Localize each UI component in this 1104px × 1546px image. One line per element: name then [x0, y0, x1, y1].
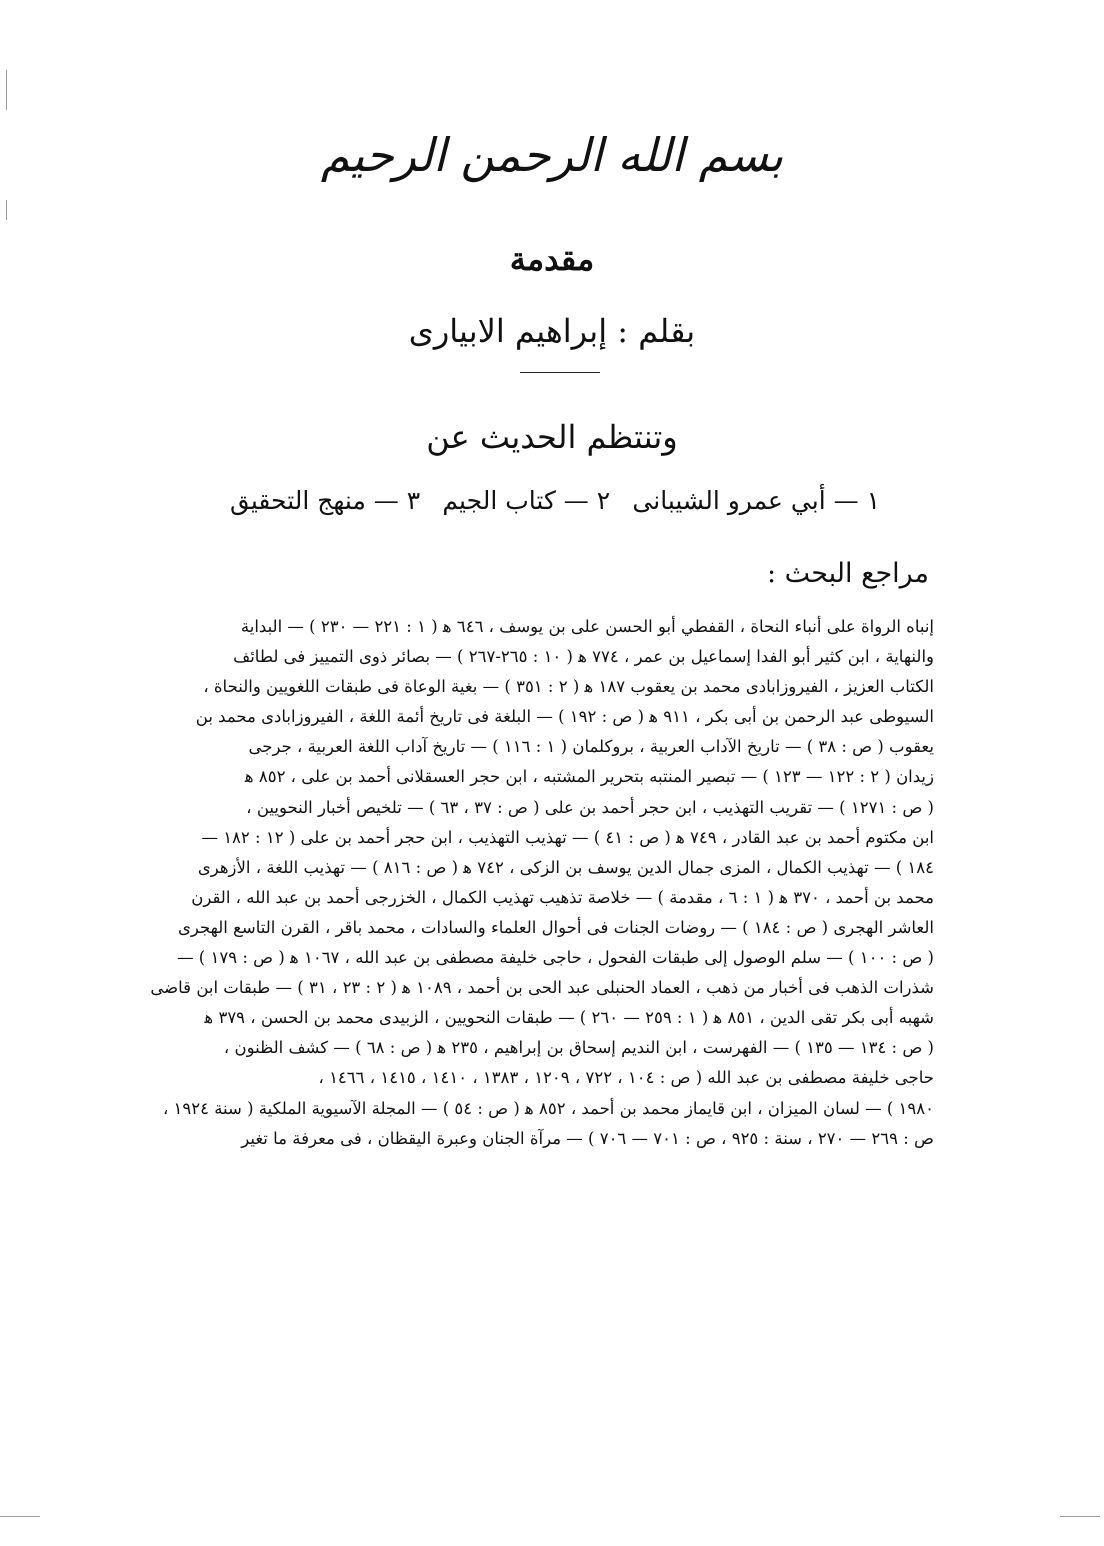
reference-line: العاشر الهجرى ( ص : ١٨٤ ) — روضات الجنات فى أحوال العلماء والسادات ، محمد باقر ، القرن التاسع الهجرى [177, 917, 934, 937]
scan-edge-mark [6, 70, 7, 110]
topic-item: ١ — أبي عمرو الشيبانى [632, 485, 880, 515]
reference-line: السيوطى عبد الرحمن بن أبى بكر ، ٩١١ ﻫ ( ص : ١٩٢ ) — البلغة فى تاريخ أئمة اللغة ، الفيروزابادى محمد بن [195, 707, 934, 727]
reference-line: إنباه الرواة على أنباء النحاة ، القفطي أبو الحسن على بن يوسف ، ٦٤٦ ﻫ ( ١ : ٢٢١ — ٢٣٠ ) — البداية [240, 617, 934, 636]
reference-line: حاجى خليفة مصطفى بن عبد الله ( ص : ١٠٤ ، ٧٢٢ ، ١٢٠٩ ، ١٣٨٣ ، ١٤١٠ ، ١٤١٥ ، ١٤٦٦ ، [318, 1068, 934, 1088]
reference-line: ( ص : ١٢٧١ ) — تقريب التهذيب ، ابن حجر أحمد بن على ( ص : ٣٧ ، ٦٣ ) — تلخيص أخبار النحويين ، [246, 797, 934, 817]
reference-line: ( ص : ١٠٠ ) — سلم الوصول إلى طبقات الفحول ، حاجى خليفة مصطفى بن عبد الله ، ١٠٦٧ ﻫ ( ص : ١٧٩ ) — [177, 948, 934, 968]
reference-line: ص : ٢٦٩ — ٢٧٠ ، سنة : ٩٢٥ ، ص : ٧٠١ — ٧٠٦ ) — مرآة الجنان وعبرة اليقظان ، فى معرفة ما تغير [241, 1128, 934, 1148]
reference-line: والنهاية ، ابن كثير أبو الفدا إسماعيل بن عمر ، ٧٧٤ ﻫ ( ١٠ : ٢٦٥-٢٦٧ ) — بصائر ذوى التمييز فى لطائف [233, 647, 934, 667]
divider [520, 372, 600, 373]
reference-line: زيدان ( ٢ : ١٢٢ — ١٢٣ ) — تبصير المنتبه بتحرير المشتبه ، ابن حجر العسقلانى أحمد بن على ، ٨٥٢ ﻫ [244, 767, 934, 787]
reference-line: ابن مكتوم أحمد بن عبد القادر ، ٧٤٩ ﻫ ( ص : ٤١ ) — تهذيب التهذيب ، ابن حجر أحمد بن على ( ١٢ : ١٨٢ — [201, 827, 934, 847]
basmala-heading: بسم الله الرحمن الرحيم [320, 128, 784, 182]
author-line: بقلم : إبراهيم الابيارى [408, 312, 696, 350]
introduction-title: مقدمة [509, 240, 595, 278]
references-paragraph [150, 612, 934, 1154]
topic-item: ٢ — كتاب الجيم [442, 485, 611, 515]
reference-line: ١٨٤ ) — تهذيب الكمال ، المزى جمال الدين يوسف بن الزكى ، ٧٤٢ ﻫ ( ص : ٨١٦ ) — تهذيب اللغة ، الأزهرى [197, 857, 934, 877]
references-heading: مراجع البحث : [767, 558, 929, 589]
reference-line: ( ص : ١٣٤ — ١٣٥ ) — الفهرست ، ابن النديم إسحاق بن إبراهيم ، ٢٣٥ ﻫ ( ص : ٦٨ ) — كشف الظنون ، [223, 1038, 934, 1058]
reference-line: ١٩٨٠ ) — لسان الميزان ، ابن قايماز محمد بن أحمد ، ٨٥٢ ﻫ ( ص : ٥٤ ) — المجلة الآسيوية الملكية ( سنة ١٩٢٤ ، [162, 1098, 934, 1118]
topics-heading: وتنتظم الحديث عن [426, 418, 678, 456]
reference-line: شذرات الذهب فى أخبار من ذهب ، العماد الحنبلى عبد الحى بن أحمد ، ١٠٨٩ ﻫ ( ٢ : ٢٣ ، ٣١ ) — طبقات ابن قاضى [150, 978, 934, 998]
scan-edge-mark [1060, 1516, 1100, 1517]
reference-line: يعقوب ( ص : ٣٨ ) — تاريخ الآداب العربية ، بروكلمان ( ١ : ١١٦ ) — تاريخ آداب اللغة العربية ، جرجى [248, 737, 934, 757]
topics-list [230, 478, 880, 522]
topic-item: ٣ — منهج التحقيق [230, 485, 421, 515]
scan-edge-mark [6, 200, 7, 220]
scan-edge-mark [0, 1516, 40, 1517]
reference-line: شهبه أبى بكر تقى الدين ، ٨٥١ ﻫ ( ١ : ٢٥٩ — ٢٦٠ ) — طبقات النحويين ، الزبيدى محمد بن الحسن ، ٣٧٩ ﻫ [204, 1008, 934, 1028]
reference-line: الكتاب العزيز ، الفيروزابادى محمد بن يعقوب ١٨٧ ﻫ ( ٢ : ٣٥١ ) — بغية الوعاة فى طبقات اللغويين والنحاة ، [203, 677, 934, 697]
reference-line: محمد بن أحمد ، ٣٧٠ ﻫ ( ١ : ٦ ، مقدمة ) — خلاصة تذهيب تهذيب الكمال ، الخزرجى أحمد بن عبد الله ، القرن [191, 887, 934, 907]
